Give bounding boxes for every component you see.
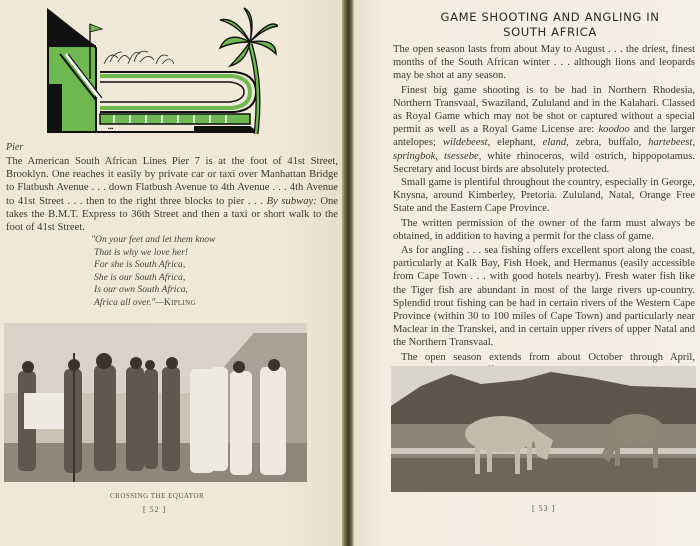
- page-number: [ 53 ]: [532, 504, 556, 513]
- page-title: [412, 10, 688, 40]
- italic-term: eland,: [542, 137, 569, 149]
- title-line: GAME SHOOTING AND ANGLING IN: [440, 10, 660, 24]
- kipling-poem: [91, 234, 216, 310]
- poem-line: Is our own South Africa,: [94, 284, 188, 296]
- title-line: SOUTH AFRICA: [503, 25, 597, 39]
- pier-directions-paragraph: [6, 155, 338, 234]
- pier-illustration: [44, 4, 278, 138]
- eland-grazing-photo: [391, 366, 696, 492]
- poem-line-text: Africa all over."—: [94, 296, 164, 308]
- svg-text:▪▪▪: ▪▪▪: [108, 127, 114, 132]
- paragraph-text-tail: One takes the B.M.T. Express to 36th Street and then a taxi or short walk to the foot of 41st Street.: [6, 195, 338, 234]
- poem-attribution: Kipling: [163, 296, 196, 308]
- photo-caption: CROSSING THE EQUATOR: [110, 492, 205, 500]
- paragraph-angling-season: The open season extends from about October through April,: [401, 351, 695, 363]
- game-angling-text: [393, 43, 695, 377]
- text-run: elephant,: [490, 137, 543, 149]
- italic-term: hartebeest, springbok, tsessebe,: [393, 137, 695, 162]
- text-run: zebra, buffalo,: [568, 137, 649, 149]
- crossing-equator-photo: [4, 323, 307, 482]
- paragraph-text: The American South African Lines Pier 7 is at the foot of 41st Street, Brooklyn. One reaches it easily by private car or taxi over Manhattan Bridge to Flatbush Avenue . . . down Flatbush Avenue to 4th Avenue . . . 4th Avenue to 41st Street . . . then to the right three blocks to pier . . .: [6, 156, 338, 207]
- paragraph-italic: By subway:: [266, 195, 317, 207]
- paragraph-small-game: Small game is plentiful throughout the country, especially in George, Knysna, around Kimberley, Pretoria. Zululand, Natal, Orange Free State and the Eastern Cape Province.: [393, 177, 695, 215]
- left-page: [0, 0, 343, 546]
- text-run: white rhinoceros, wild ostrich, hippopotamus. Secretary and locust birds are absolutely protected.: [393, 150, 695, 175]
- section-label: Pier: [6, 142, 24, 153]
- italic-term: wildebeest,: [442, 137, 491, 149]
- paragraph-permission: The written permission of the owner of the farm must always be obtained, in addition to having a permit for the class of game.: [393, 217, 695, 242]
- poem-line: For she is South Africa,: [94, 259, 186, 271]
- text-run: and the larger antelopes;: [393, 124, 695, 149]
- poem-line-last: [94, 297, 215, 310]
- poem-line: She is our South Africa,: [94, 271, 186, 283]
- paragraph-angling: As for angling . . . sea fishing offers excellent sport along the coast, particularly at Kalk Bay, Fish Hoek, and Hermanus (easily accessible from Cape Town . . . with good hotels nearby). Fresh water fish like the Tiger fish are abundant in most of the large rivers up-country. Splendid trout fishing can be had in certain rivers of the Western Cape Province (within 30 to 100 miles of Cape Town) and particularly near Maclear in the Transkei, and in certain upper rivers of upper Natal and the Northern Transvaal.: [393, 245, 695, 349]
- italic-term: koodoo: [598, 124, 630, 136]
- poem-line: That is why we love her!: [94, 246, 189, 258]
- book-spine: [342, 0, 354, 546]
- paragraph-big-game: [393, 84, 695, 176]
- paragraph-open-season: The open season lasts from about May to August . . . the driest, finest months of the South African winter . . . although lions and leopards may be shot at any season.: [393, 44, 695, 82]
- page-number: [ 52 ]: [143, 505, 167, 514]
- poem-line: "On your feet and let them know: [91, 234, 216, 245]
- text-run: Finest big game shooting is to be had in Northern Rhodesia, Northern Transvaal, Swaziland, Zululand and in the Kalahari. Classed as Royal Game which may not be shot or captured without a special permit as well as a Royal Game License are:: [393, 84, 695, 136]
